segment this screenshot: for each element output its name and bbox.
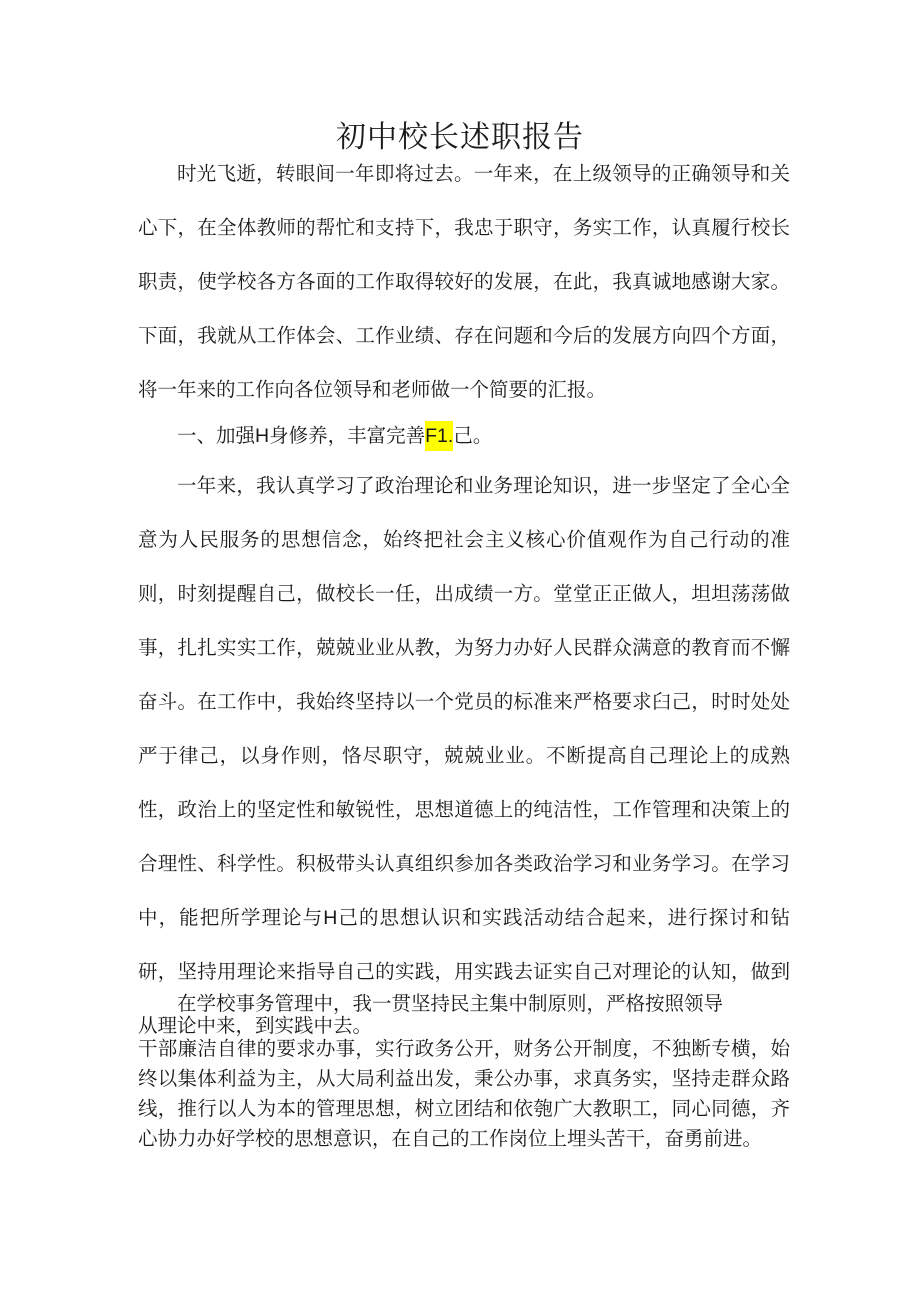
paragraph-study-text-b: H [323, 907, 338, 929]
heading-text-b: H [255, 425, 270, 447]
page-title: 初中校长述职报告 [336, 120, 584, 155]
paragraph-study [138, 459, 790, 1053]
heading-text-c: 身修养，丰富完善 [269, 424, 426, 447]
highlighted-text: F1. [425, 421, 453, 451]
paragraph-intro: 时光飞逝，转眼间一年即将过去。一年来，在上级领导的正确领导和关心下，在全体教师的帮忙和支持下，我忠于职守，务实工作，认真履行校长职责，使学校各方各面的工作取得较好的发展，在此，我真诚地感谢大家。下面，我就从工作体会、工作业绩、存在问题和今后的发展方向四个方面，将一年来的工作向各位领导和老师做一个简要的汇报。 [138, 162, 790, 401]
paragraph-management-start: 在学校事务管理中，我一贯坚持民主集中制原则，严格按照领导 [177, 992, 724, 1015]
heading-text-e: 己。 [453, 424, 493, 447]
heading-text-a: 一、加强 [177, 424, 256, 447]
paragraph-study-text-a: 一年来，我认真学习了政治理论和业务理论知识，进一步坚定了全心全意为人民服务的思想信念，始终把社会主义核心价值观作为自己行动的准则，时刻提醒自己，做校长一任，出成绩一方。堂堂正正做人，坦坦荡荡做事，扎扎实实工作，兢兢业业从教，为努力办好人民群众满意的教育而不懈奋斗。在工作中，我始终坚持以一个党员的标准来严格要求臼己，时时处处严于律己，以身作则，恪尽职守，兢兢业业。不断提高自己理论上的成熟性，政治上的坚定性和敏锐性，思想道德上的纯洁性，工作管理和决策上的合理性、科学性。积极带头认真组织参加各类政治学习和业务学习。在学习中，能把所学理论与 [138, 474, 790, 929]
paragraph-management-cont: 干部廉洁自律的要求办事，实行政务公开，财务公开制度，不独断专横，始终以集体利益为主，从大局利益出发，秉公办事，求真务实，坚持走群众路线，推行以人为本的管理思想，树立团结和依匏广大教职工，同心同德，齐心协力办好学校的思想意识，在自己的工作岗位上埋头苦干，奋勇前进。 [138, 1037, 790, 1150]
paragraph-study-text-c: 己的思想认识和实践活动结合起来，进行探讨和钻研，坚持用理论来指导自己的实践，用实践去证实自己对理论的认知，做到从理论中来，到实践中去。 [138, 906, 790, 1037]
section-heading-1 [138, 409, 790, 463]
